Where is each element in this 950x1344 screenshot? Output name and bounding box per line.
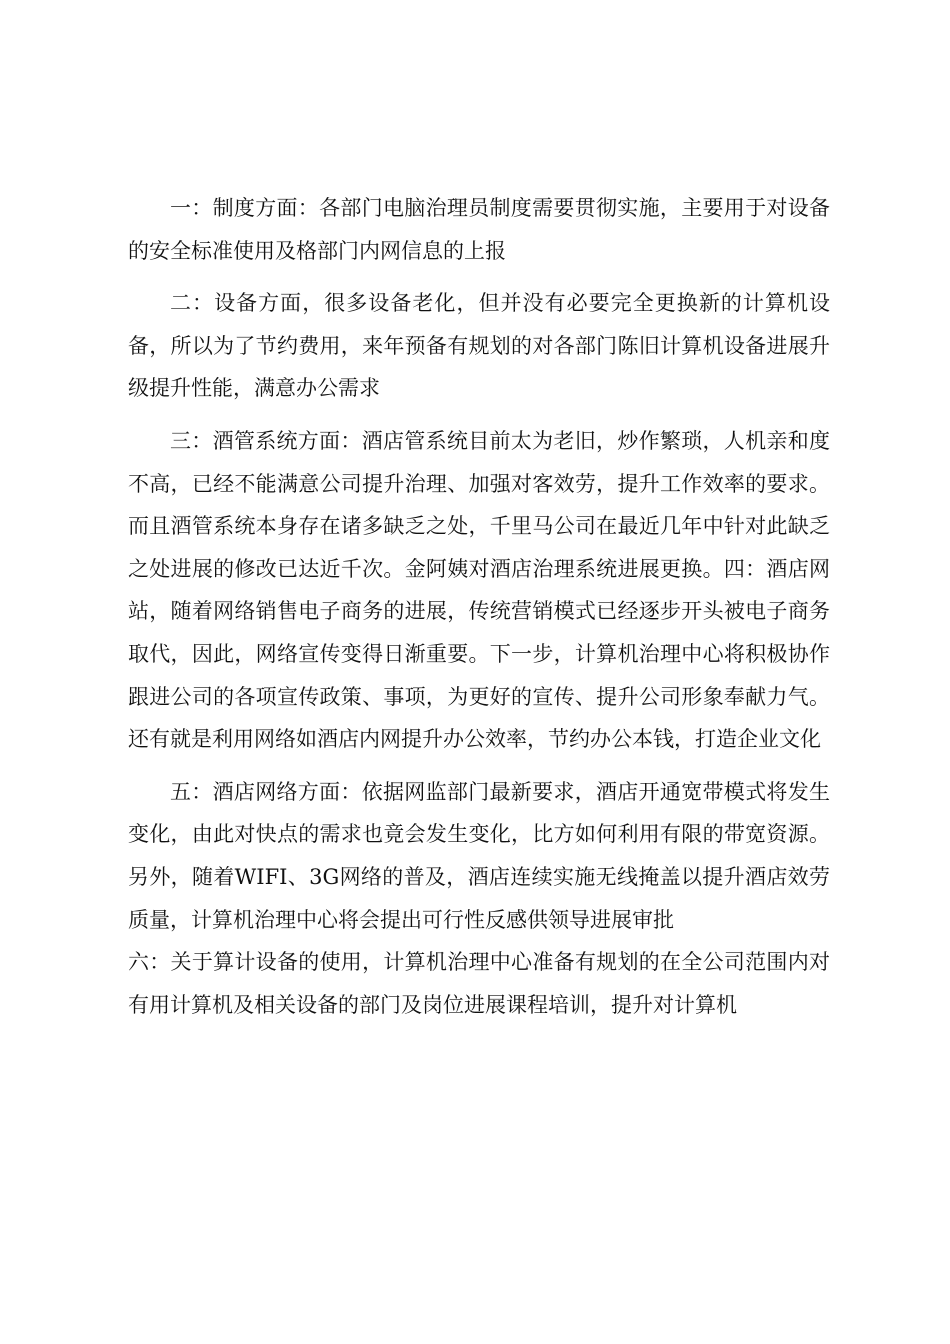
paragraph-hotel-management-system: 三：酒管系统方面：酒店管系统目前太为老旧，炒作繁琐，人机亲和度不高，已经不能满意公司提升治理、加强对客效劳，提升工作效率的要求。而且酒管系统本身存在诸多缺乏之处，千里马公司在最近几年中针对此缺乏之处进展的修改已达近千次。金阿姨对酒店治理系统进展更换。四：酒店网站，随着网络销售电子商务的进展，传统营销模式已经逐步开头被电子商务取代，因此，网络宣传变得日渐重要。下一步，计算机治理中心将积极协作跟进公司的各项宣传政策、事项，为更好的宣传、提升公司形象奉献力气。还有就是利用网络如酒店内网提升办公效率，节约办公本钱，打造企业文化 xyxy=(128,428,830,752)
paragraph-equipment-usage: 六：关于算计设备的使用，计算机治理中心准备有规划的在全公司范围内对有用计算机及相关设备的部门及岗位进展课程培训，提升对计算机 xyxy=(128,950,830,1017)
paragraph-hotel-network: 五：酒店网络方面：依据网监部门最新要求，酒店开通宽带模式将发生变化，由此对快点的需求也竟会发生变化，比方如何利用有限的带宽资源。另外，随着WIFI、3G网络的普及，酒店连续实施无线掩盖以提升酒店效劳质量，计算机治理中心将会提出可行性反感供领导进展审批 xyxy=(128,779,830,932)
document-body xyxy=(128,187,830,1036)
paragraph-system: 一：制度方面：各部门电脑治理员制度需要贯彻实施，主要用于对设备的安全标准使用及格部门内网信息的上报 xyxy=(128,196,830,263)
paragraph-equipment: 二：设备方面，很多设备老化，但并没有必要完全更换新的计算机设备，所以为了节约费用，来年预备有规划的对各部门陈旧计算机设备进展升级提升性能，满意办公需求 xyxy=(128,291,830,401)
